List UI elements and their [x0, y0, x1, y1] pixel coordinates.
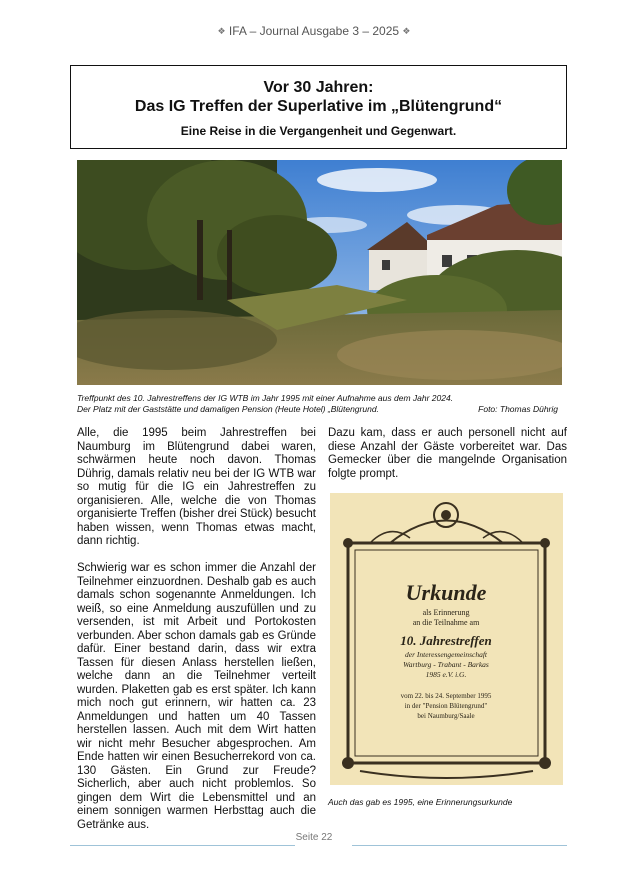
garden-photo: [77, 160, 562, 385]
certificate-title: Urkunde: [405, 580, 487, 605]
photo-caption-line-2: Der Platz mit der Gaststätte und damaligen Pension (Heute Hotel) „Blütengrund.: [77, 404, 379, 414]
page-footer: [0, 832, 628, 843]
left-column: [77, 427, 316, 846]
header-text: IFA – Journal Ausgabe 3 – 2025: [228, 24, 400, 38]
right-column: [328, 427, 567, 495]
title-line-1: Vor 30 Jahren:: [263, 79, 374, 96]
certificate-org-1: der Interessengemeinschaft: [405, 650, 487, 659]
left-paragraph-1: Alle, die 1995 beim Jahrestreffen bei Naumburg im Blütengrund dabei waren, schwärmen heute noch davon. Thomas Dührig, damals relativ neu bei der IG WTB war so mutig für die IG ein Jahrestreffen zu organisieren. Alle, welche die von Thomas organisierte Treffen (bisher drei Stück) besucht haben wissen, wenn Thomas etwas macht, dann richtig.: [77, 427, 316, 547]
certificate-caption: Auch das gab es 1995, eine Erinnerungsurkunde: [328, 797, 513, 807]
diamond-ornament-icon: ❖: [402, 26, 411, 36]
title-line-2: Das IG Treffen der Superlative im „Blütengrund“: [134, 98, 503, 115]
journal-header: [0, 24, 628, 38]
certificate-line-2: an die Teilnahme am: [412, 618, 480, 627]
photo-caption: [77, 393, 562, 415]
certificate-place-2: bei Naumburg/Saale: [417, 712, 475, 720]
title-box: [70, 65, 567, 149]
certificate-place-1: in der "Pension Blütengrund": [404, 702, 488, 710]
diamond-ornament-icon: ❖: [217, 26, 226, 36]
certificate-org-2: Wartburg - Trabant - Barkas: [403, 660, 489, 669]
photo-caption-line-1: Treffpunkt des 10. Jahrestreffens der IG WTB im Jahr 1995 mit einer Aufnahme aus dem Jahr 2024.: [77, 393, 454, 403]
certificate-event: 10. Jahrestreffen: [400, 633, 492, 648]
certificate-line-1: als Erinnerung: [422, 608, 470, 617]
page-number: Seite 22: [295, 832, 333, 843]
article-subtitle: Eine Reise in die Vergangenheit und Gegenwart.: [180, 124, 457, 138]
photo-credit: Foto: Thomas Dührig: [478, 404, 558, 414]
certificate-date: vom 22. bis 24. September 1995: [400, 692, 492, 700]
right-paragraph-1: Dazu kam, dass er auch personell nicht auf diese Anzahl der Gäste vorbereitet war. Das Gemecker über die mangelnde Organisation folgte prompt.: [328, 427, 567, 480]
left-paragraph-2: Schwierig war es schon immer die Anzahl der Teilnehmer einzuordnen. Deshalb gab es auch damals schon sogenannte Anmeldungen. Ich weiß, so eine Anmeldung auszufüllen und zu versenden, ist mit Arbeit und Portokosten verbunden. Aber schon damals gab es Gründe dafür. Einer bestand darin, dass wir extra Tassen für diesen Anlass herstellen ließen, welche dann an die Teilnehmer verteilt wurden. Plaketten gab es erst später. Ich kann mich noch gut erinnern, wir hatten ca. 23 Anmeldungen und hatten um 40 Tassen herstellen lassen. Auch mit dem Wirt hatten wir nicht mehr Besucher abgesprochen. Am Ende hatten wir einen Besucherrekord von ca. 130 Gästen. Ein Grund zur Freude? Sicherlich, aber auch nicht problemlos. So gingen dem Wirt die Lebensmittel und an einem sonnigen warmen Herbsttag auch die Getränke aus.: [77, 562, 316, 831]
footer-divider-left: [70, 845, 295, 846]
certificate-image: [330, 493, 563, 785]
certificate-org-3: 1985 e.V. i.G.: [425, 670, 467, 679]
footer-divider-right: [352, 845, 567, 846]
